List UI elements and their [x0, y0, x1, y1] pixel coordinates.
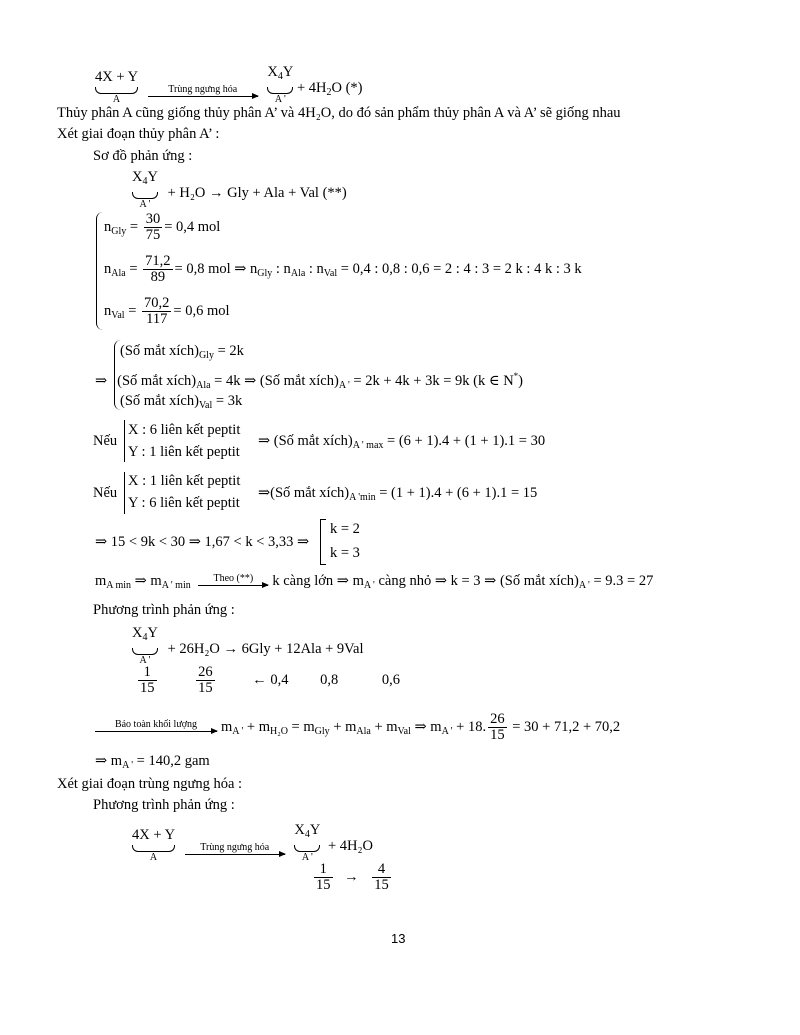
underbrace-a-prime: $X_4Y$ A ': [294, 822, 321, 863]
reaction-arrow: Bảo toàn khối lượng: [95, 720, 217, 732]
case-y: Y : 1 liên kết peptit: [128, 444, 240, 460]
text-line: Phương trình phản ứng :: [93, 602, 235, 618]
underbrace-a: 4X + Y A: [132, 827, 176, 863]
equation-condensation-2: 4X + Y A Trùng ngưng hóa $X_4Y$ A ' + 4H₂O: [132, 822, 373, 863]
case-label: Nếu: [93, 433, 118, 449]
k-value: k = 3: [330, 545, 360, 561]
k-inequality: ⇒ 15 < 9k < 30 ⇒ 1,67 < k < 3,33 ⇒: [95, 534, 310, 550]
case-label: Nếu: [93, 485, 118, 501]
vertical-bar: [124, 420, 125, 462]
text-line: Sơ đồ phản ứng :: [93, 148, 193, 164]
reaction-arrow: Trùng ngưng hóa: [185, 843, 285, 855]
mol-val: $n_{Val}$ = $\frac{70,2}{117}$ = 0,6 mol: [104, 295, 230, 327]
text-line: Xét giai đoạn trùng ngưng hóa :: [57, 776, 243, 792]
min-mass-reasoning: $m_{A min}$ ⇒ $m_{A ' min}$ Theo (**) k càng lớn ⇒ $m_{A '}$ càng nhỏ ⇒ k = 3 ⇒ (Số mắt $xích)_{A '} = 9.3 = 27$: [95, 573, 654, 591]
vertical-bar: [124, 472, 125, 514]
text-line: Phương trình phản ứng :: [93, 797, 235, 813]
mass-result: ⇒ $m_{A '} = 140,2$ gam: [95, 753, 210, 771]
case-x: X : 6 liên kết peptit: [128, 422, 241, 438]
mol-ala: $n_{Ala}$ = $\frac{71,2}{89}$ = 0,8 mol ⇒ $n_{Gly}$ : $n_{Ala}$ : $n_{Val} = 0,4$ : 0,8 : 0,6 = 2 : 4 : 3 = 2 k : 4 k : 3 k: [104, 253, 582, 285]
chain-ala: ⇒ (Số mắt $xích)_{Ala} = 4k$ ⇒ (Số mắt $xích)_{A '} = 2k + 4k + 3k = 9k$ (k ∈ N*): [95, 371, 524, 391]
page-number: 13: [391, 931, 406, 946]
mole-row: $\frac{1}{15}$ $\frac{26}{15}$ ← 0,4 0,8 0,6: [140, 664, 400, 696]
underbrace-a-prime: $X_4Y$ A ': [132, 169, 158, 210]
equation-condensation-1: 4X + Y A Trùng ngưng hóa $X_4Y$ A ' + $4H_2O$ (*): [95, 64, 363, 105]
case-y: Y : 6 liên kết peptit: [128, 495, 240, 511]
equation-hydrolysis: $X_4Y$ A ' + 26H₂O → 6Gly + 12Ala + 9Val: [132, 625, 364, 666]
equation-hydrolysis-scheme: $X_4Y$ A ' + H₂O → Gly + Ala + Val (**): [132, 169, 347, 210]
underbrace-a: 4X + Y A: [95, 69, 139, 105]
mole-row: $\frac{1}{15}$ → $\frac{4}{15}$: [316, 861, 389, 893]
text-line: Thủy phân A cũng giống thủy phân A’ và 4H₂O, do đó sản phẩm thủy phân A và A’ sẽ giống nhau: [57, 105, 621, 121]
reaction-arrow: Theo (**): [198, 574, 268, 586]
mol-gly: $n_{Gly}$ = $\frac{30}{75}$ = 0,4 mol: [104, 211, 221, 243]
left-brace: [96, 212, 103, 330]
case-min: ⇒(Số mắt $xích)_{A 'min} = (1 + 1).4 + (6 + 1).1 = 15$: [258, 485, 538, 503]
chain-gly: (Số mắt $xích)_{Gly} = 2k$: [120, 343, 244, 361]
mass-conservation: Bảo toàn khối lượng $m_{A '} + m_{H_2O} = m_{Gly} + m_{Ala} + m_{Val}$ ⇒ $m_{A '} + 18$. $\frac{26}{15}$ = 30 + 71,2 + 70,2: [95, 712, 620, 743]
underbrace-a-prime: $X_4Y$ A ': [132, 625, 158, 666]
k-value: k = 2: [330, 521, 360, 537]
chain-val: (Số mắt $xích)_{Val} = 3k$: [120, 393, 243, 411]
square-bracket: [320, 519, 326, 565]
case-x: X : 1 liên kết peptit: [128, 473, 241, 489]
underbrace-a-prime: $X_4Y$ A ': [267, 64, 294, 105]
case-max: ⇒ (Số mắt $xích)_{A ' max} = (6 + 1).4 + (1 + 1).1 = 30$: [258, 433, 546, 451]
text-line: Xét giai đoạn thủy phân A’ :: [57, 126, 220, 142]
reaction-arrow: Trùng ngưng hóa: [148, 85, 258, 97]
